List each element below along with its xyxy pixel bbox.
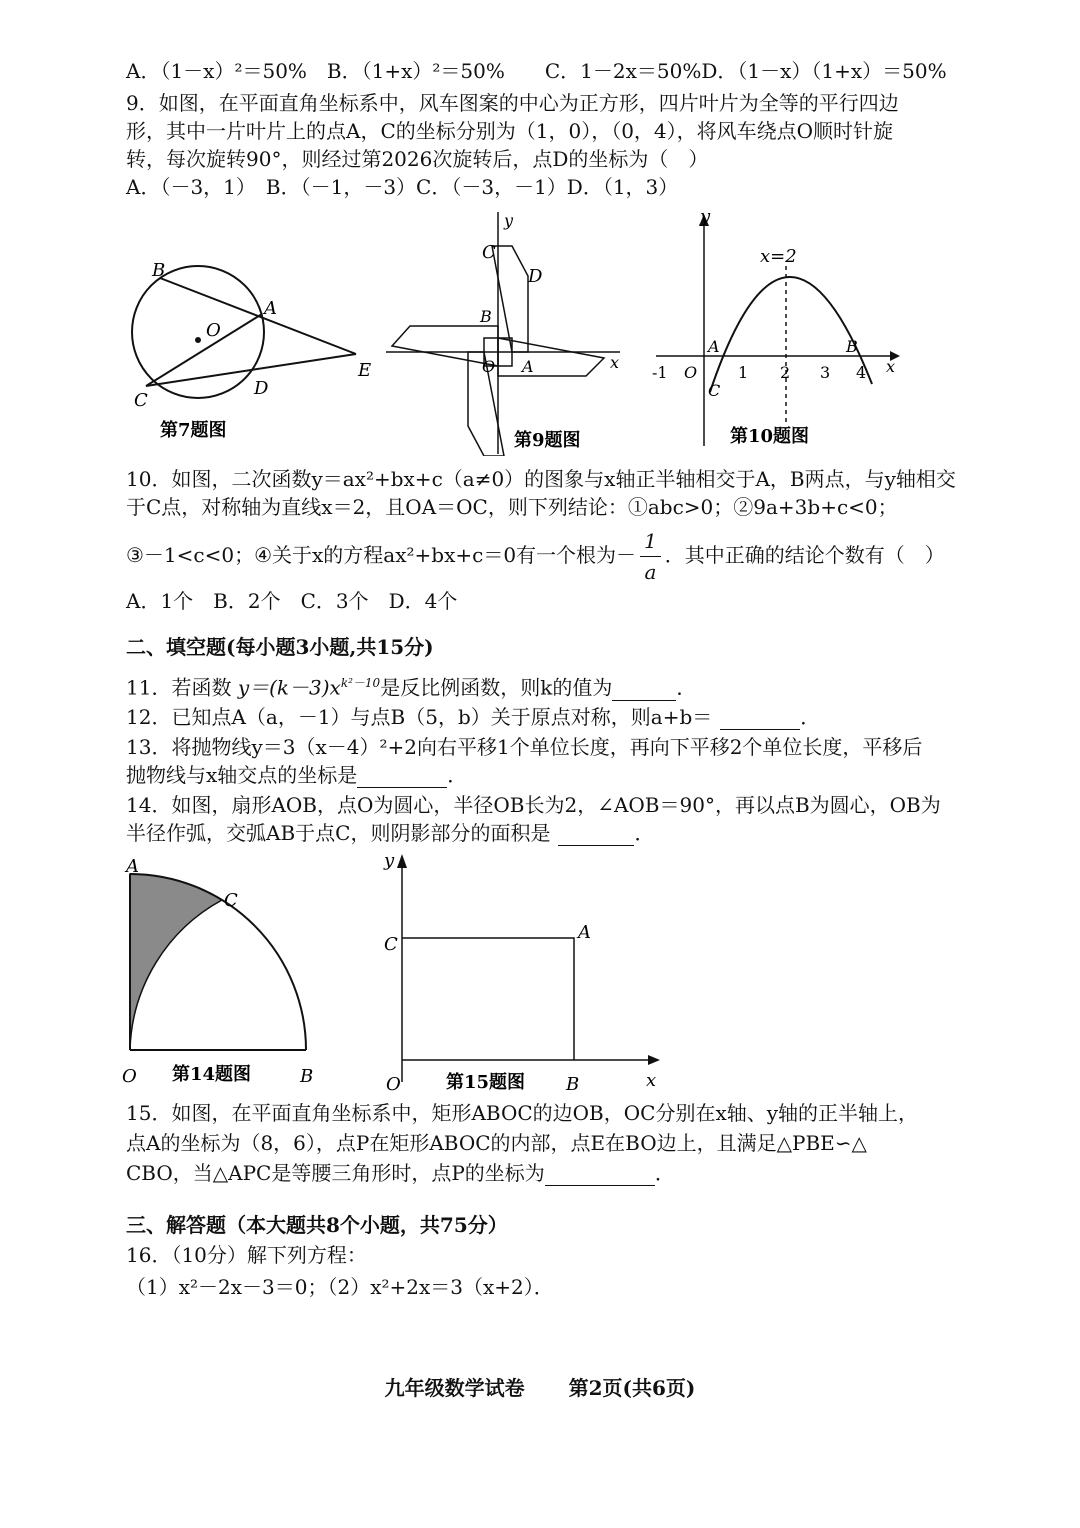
fig10-label-a: A <box>708 337 720 356</box>
fig15-label-o: O <box>386 1074 401 1095</box>
fig9-label-c: C <box>482 242 496 263</box>
q15-line2: 点A的坐标为（8，6），点P在矩形ABOC的内部，点E在BO边上，且满足△PBE∽△ <box>126 1131 867 1155</box>
fig10-label-y: y <box>700 206 711 227</box>
q14-answer-blank[interactable] <box>558 825 634 846</box>
fig7-label-a: A <box>264 298 277 319</box>
fig15-label-b: B <box>566 1074 580 1095</box>
q8-options: A．（1－x）²＝50% B．（1+x）²＝50% C．1－2x＝50%D．（1－x）（1+x）＝50% <box>126 59 947 83</box>
fig10-label-x: x <box>886 357 896 376</box>
q10-fraction <box>640 526 661 587</box>
fig15-label-c: C <box>384 934 398 955</box>
q11-pre: 11．若函数 <box>126 675 232 700</box>
fig15-label-y: y <box>384 850 395 871</box>
q12-end: ． <box>800 705 821 729</box>
fig10-tick-3: 3 <box>820 363 831 382</box>
fig14-label-b: B <box>300 1066 314 1087</box>
figure-15 <box>378 846 668 1096</box>
q15-answer-blank[interactable] <box>545 1165 655 1186</box>
fig9-label-o: O <box>482 357 496 376</box>
fig15-rectangle <box>402 938 574 1060</box>
fig14-label-c: C <box>224 890 238 911</box>
q13-line2 <box>126 762 467 788</box>
q16-line1: 16．（10分）解下列方程： <box>126 1243 367 1267</box>
q14-line1: 14．如图，扇形AOB，点O为圆心，半径OB长为2，∠AOB＝90°，再以点B为圆心，OB为 <box>126 793 941 817</box>
q10-frac-num: 1 <box>640 526 661 557</box>
q14-line2-text: 半径作弧，交弧AB于点C，则阴影部分的面积是 <box>126 821 551 845</box>
q12-answer-blank[interactable] <box>720 709 800 730</box>
fig14-shaded-region <box>130 874 222 1050</box>
fig7-label-c: C <box>134 390 148 411</box>
fig10-caption: 第10题图 <box>730 426 810 447</box>
fig9-label-a: A <box>522 357 534 376</box>
figure-9 <box>380 206 640 456</box>
fig7-center-dot <box>195 337 201 343</box>
figure-7 <box>120 248 380 448</box>
fig7-label-o: O <box>206 320 221 341</box>
figure-14 <box>118 854 328 1094</box>
q13-line1: 13．将抛物线y＝3（x－4）²+2向右平移1个单位长度，再向下平移2个单位长度，平移后 <box>126 735 923 759</box>
q16-line2: （1）x²－2x－3＝0；（2）x²+2x＝3（x+2）． <box>126 1275 554 1299</box>
fig14-label-a: A <box>126 856 139 877</box>
q10-line3 <box>126 526 945 587</box>
fig10-tick-1: 1 <box>738 363 749 382</box>
q11-exponent: k²－10 <box>340 676 381 690</box>
fig7-label-e: E <box>358 360 372 381</box>
q10-options: A．1个 B．2个 C．3个 D．4个 <box>126 589 458 613</box>
q14-line2 <box>126 820 654 846</box>
q11-formula: y＝(k－3)x <box>237 675 341 700</box>
fig10-label-c: C <box>708 381 721 400</box>
fig10-label-b: B <box>846 337 858 356</box>
q12-text: 12．已知点A（a，－1）与点B（5，b）关于原点对称，则a+b＝ <box>126 705 713 729</box>
fig7-line-ca <box>146 314 262 386</box>
fig14-caption: 第14题图 <box>172 1064 252 1085</box>
q15-end: ． <box>654 1161 675 1185</box>
fig7-caption: 第7题图 <box>160 420 227 441</box>
q9-line3: 转，每次旋转90°，则经过第2026次旋转后，点D的坐标为（ ） <box>126 147 709 171</box>
fig9-label-d: D <box>528 266 543 287</box>
q11-post: 是反比例函数，则k的值为 <box>380 675 613 700</box>
fig9-blade-right <box>498 338 604 376</box>
fig14-label-o: O <box>122 1066 137 1087</box>
fig7-line-ce <box>146 354 356 386</box>
fig15-x-arrow <box>648 1055 660 1065</box>
q9-options: A．（－3，1） B．（－1，－3）C．（－3，－1）D．（1，3） <box>126 175 679 199</box>
fig15-caption: 第15题图 <box>446 1072 526 1093</box>
fig15-y-arrow <box>397 854 407 868</box>
figure-10 <box>650 206 910 456</box>
fig10-tick-4: 4 <box>856 363 867 382</box>
footer-title: 九年级数学试卷 <box>384 1376 525 1400</box>
q13-end: ． <box>447 763 468 787</box>
q11-end: ． <box>676 675 697 700</box>
q10-line3-text: ③－1<c<0；④关于x的方程ax²+bx+c＝0有一个根为－ <box>126 543 637 567</box>
q10-line3-tail: ．其中正确的结论个数有（ ） <box>664 543 945 567</box>
q11-line <box>126 670 696 701</box>
footer-page-number: 第2页(共6页) <box>568 1376 696 1400</box>
fig9-caption: 第9题图 <box>514 430 581 451</box>
fig10-label-sym: x=2 <box>760 246 797 267</box>
fig15-label-a: A <box>578 922 591 943</box>
q15-line1: 15．如图，在平面直角坐标系中，矩形ABOC的边OB，OC分别在x轴、y轴的正半轴上， <box>126 1101 919 1125</box>
q9-line2: 形，其中一片叶片上的点A，C的坐标分别为（1，0），（0，4），将风车绕点O顺时针旋 <box>126 119 894 143</box>
fig9-label-x: x <box>610 353 620 372</box>
q13-line2-text: 抛物线与x轴交点的坐标是 <box>126 763 358 787</box>
section3-title: 三、解答题（本大题共8个小题，共75分） <box>126 1213 508 1237</box>
page-footer <box>0 1372 1080 1401</box>
fig10-parabola <box>710 277 872 392</box>
q10-frac-den: a <box>644 560 657 584</box>
fig9-label-b: B <box>480 307 492 326</box>
q9-line1: 9．如图，在平面直角坐标系中，风车图案的中心为正方形，四片叶片为全等的平行四边 <box>126 91 899 115</box>
q15-line3-text: CBO，当△APC是等腰三角形时，点P的坐标为 <box>126 1161 545 1185</box>
fig7-label-d: D <box>254 378 269 399</box>
q10-line1: 10．如图，二次函数y＝ax²+bx+c（a≠0）的图象与x轴正半轴相交于A，B两点，与y轴相交 <box>126 467 956 491</box>
q12-line <box>126 704 820 730</box>
fig9-label-y: y <box>504 211 514 230</box>
q15-line3 <box>126 1160 675 1186</box>
q11-answer-blank[interactable] <box>612 680 676 701</box>
q13-answer-blank[interactable] <box>357 767 447 788</box>
fig15-label-x: x <box>646 1070 657 1091</box>
q10-line2: 于C点，对称轴为直线x＝2，且OA＝OC，则下列结论：①abc>0；②9a+3b+c<0； <box>126 495 898 519</box>
fig10-label-o: O <box>684 363 698 382</box>
fig7-label-b: B <box>152 260 166 281</box>
section2-title: 二、填空题(每小题3小题,共15分) <box>126 635 434 659</box>
fig10-tick-neg1: -1 <box>652 363 668 382</box>
q14-end: ． <box>634 821 655 845</box>
fig10-tick-2: 2 <box>780 363 791 382</box>
